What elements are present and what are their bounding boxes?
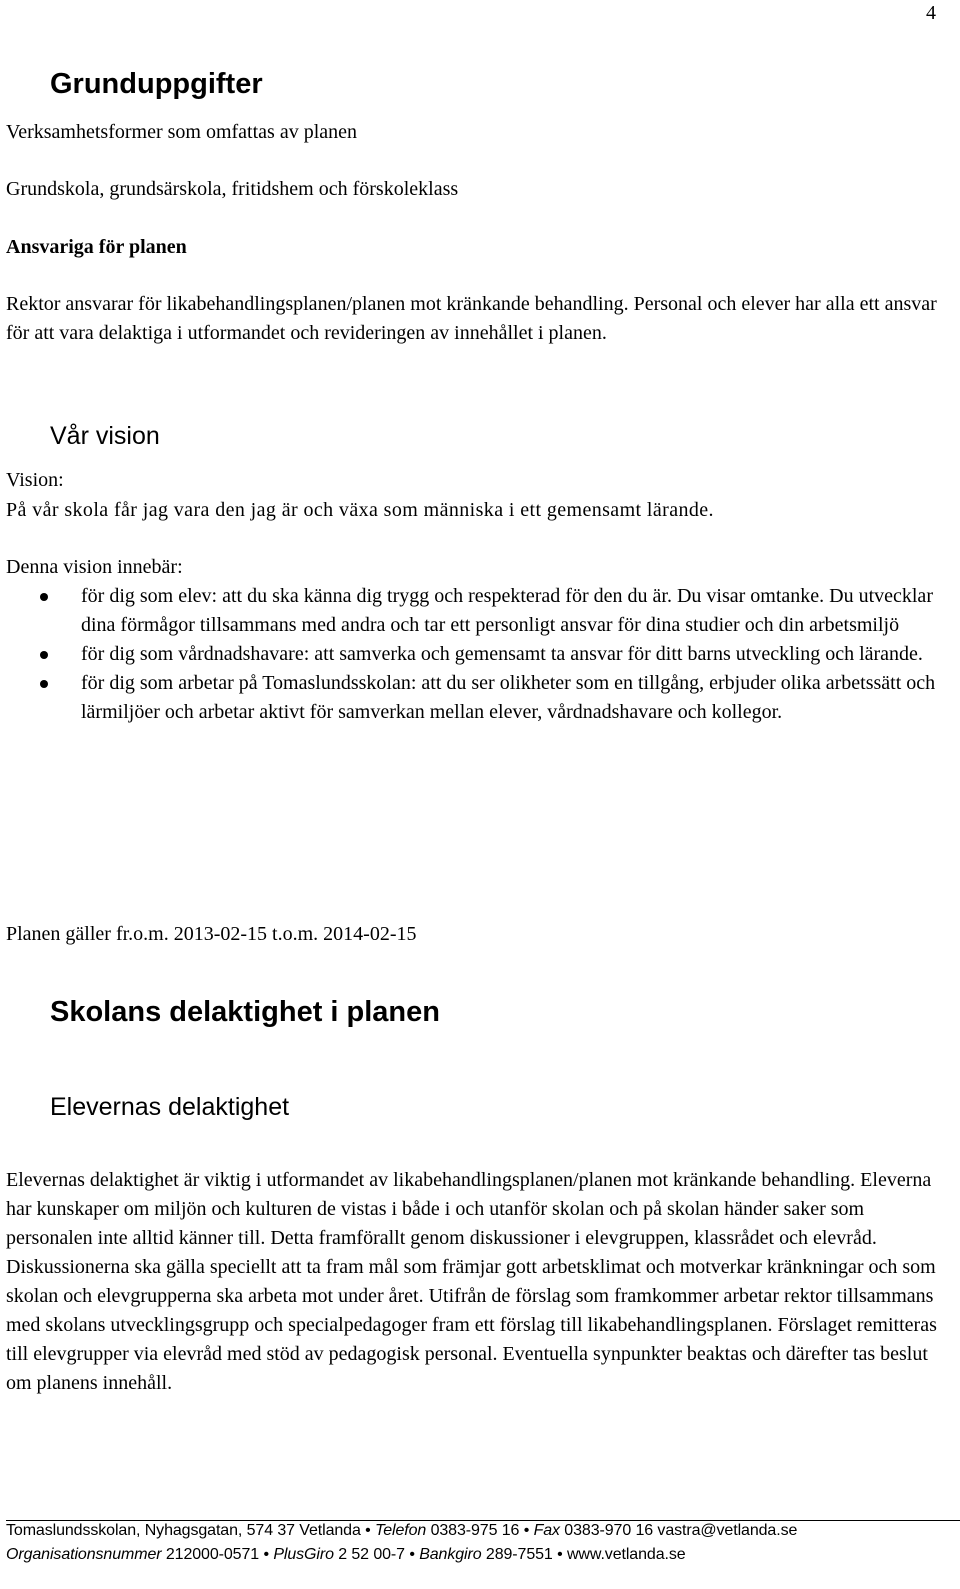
footer-school: Tomaslundsskolan, Nyhagsgatan, 574 37 Vetlanda (6, 1522, 361, 1539)
list-item (6, 582, 941, 640)
bullet-text-vardnadshavare: för dig som vårdnadshavare: att samverka och gemensamt ta ansvar för ditt barns utveckling och lärande. (81, 643, 923, 665)
list-item (6, 669, 941, 727)
bullet-text-elev: för dig som elev: att du ska känna dig trygg och respekterad för den du är. Du visar omtanke. Du utvecklar dina förmågor tillsammans med andra och tar ett personligt ansvar för dina studier och din arbetsmiljö (81, 585, 933, 636)
heading-elevernas-delaktighet: Elevernas delaktighet (50, 1093, 290, 1121)
bullet-icon (40, 593, 48, 601)
footer-plusgiro-label: PlusGiro (273, 1546, 334, 1563)
footer-web[interactable]: www.vetlanda.se (566, 1546, 686, 1563)
bullet-icon (40, 680, 48, 688)
footer-bankgiro-label: Bankgiro (419, 1546, 482, 1563)
footer-org: 212000-0571 (165, 1546, 260, 1563)
delaktighet-text: Elevernas delaktighet är viktig i utformandet av likabehandlingsplanen/planen mot kränkande behandling. Eleverna har kunskaper om miljön och kulturen de vistas i både i och utanför skolan och på skolan händer saker som personalen inte alltid känner till. Detta framförallt genom diskussioner i elevgruppen, klassrådet och elevråd. Diskussionerna ska gälla speciellt att ta fram mål som främjar gott arbetsklimat och motverkar kränkningar och som skolan och elevgrupperna ska arbeta mot under året. Utifrån de förslag som framkommer arbetar rektor tillsammans med skolans utvecklingsgrupp och specialpedagoger fram ett förslag till likabehandlingsplanen. Förslaget remitteras till elevgrupper via elevråd med stöd av pedagogisk personal. Eventuella synpunkter beaktas och därefter tas beslut om planens innehåll. (6, 1169, 937, 1394)
ansvariga-heading: Ansvariga för planen (6, 236, 187, 258)
footer-separator: • (523, 1522, 530, 1539)
footer-fax: 0383-970 16 (564, 1522, 654, 1539)
heading-skolans-delaktighet: Skolans delaktighet i planen (50, 996, 440, 1028)
footer-separator: • (409, 1546, 415, 1563)
footer-fax-label: Fax (533, 1522, 560, 1539)
footer-separator: • (263, 1546, 269, 1563)
footer-email[interactable]: vastra@vetlanda.se (657, 1522, 798, 1539)
footer-registration-line (6, 1546, 686, 1564)
footer-plusgiro: 2 52 00-7 (338, 1546, 405, 1563)
footer-contact-line (6, 1522, 797, 1540)
list-item (6, 640, 941, 669)
heading-grunduppgifter: Grunduppgifter (50, 68, 263, 100)
vision-text: På vår skola får jag vara den jag är och växa som människa i ett gemensamt lärande. (6, 499, 714, 521)
vision-bullet-list (6, 582, 941, 727)
vision-innebar-label: Denna vision innebär: (6, 556, 183, 578)
verksamhet-value: Grundskola, grundsärskola, fritidshem och förskoleklass (6, 178, 459, 200)
ansvariga-text: Rektor ansvarar för likabehandlingsplanen/planen mot kränkande behandling. Personal och elever har alla ett ansvar för att vara delaktiga i utformandet och revideringen av innehållet i planen. (6, 293, 937, 344)
footer-bankgiro: 289-7551 (485, 1546, 553, 1563)
page-number: 4 (926, 2, 936, 24)
footer-separator: • (365, 1522, 371, 1539)
footer-separator: • (557, 1546, 563, 1563)
bullet-text-personal: för dig som arbetar på Tomaslundsskolan: att du ser olikheter som en tillgång, erbjuder olika arbetssätt och lärmiljöer och arbetar aktivt för samverkan mellan elever, vårdnadshavare och kollegor. (81, 672, 936, 723)
footer-telefon: 0383-975 16 (430, 1522, 520, 1539)
footer-divider (6, 1520, 960, 1521)
verksamhet-label: Verksamhetsformer som omfattas av planen (6, 121, 358, 143)
vision-label: Vision: (6, 469, 64, 491)
footer-org-label: Organisationsnummer (6, 1546, 162, 1563)
plan-validity: Planen gäller fr.o.m. 2013-02-15 t.o.m. 2014-02-15 (6, 923, 417, 945)
heading-var-vision: Vår vision (50, 422, 160, 450)
footer-telefon-label: Telefon (375, 1522, 427, 1539)
bullet-icon (40, 651, 48, 659)
